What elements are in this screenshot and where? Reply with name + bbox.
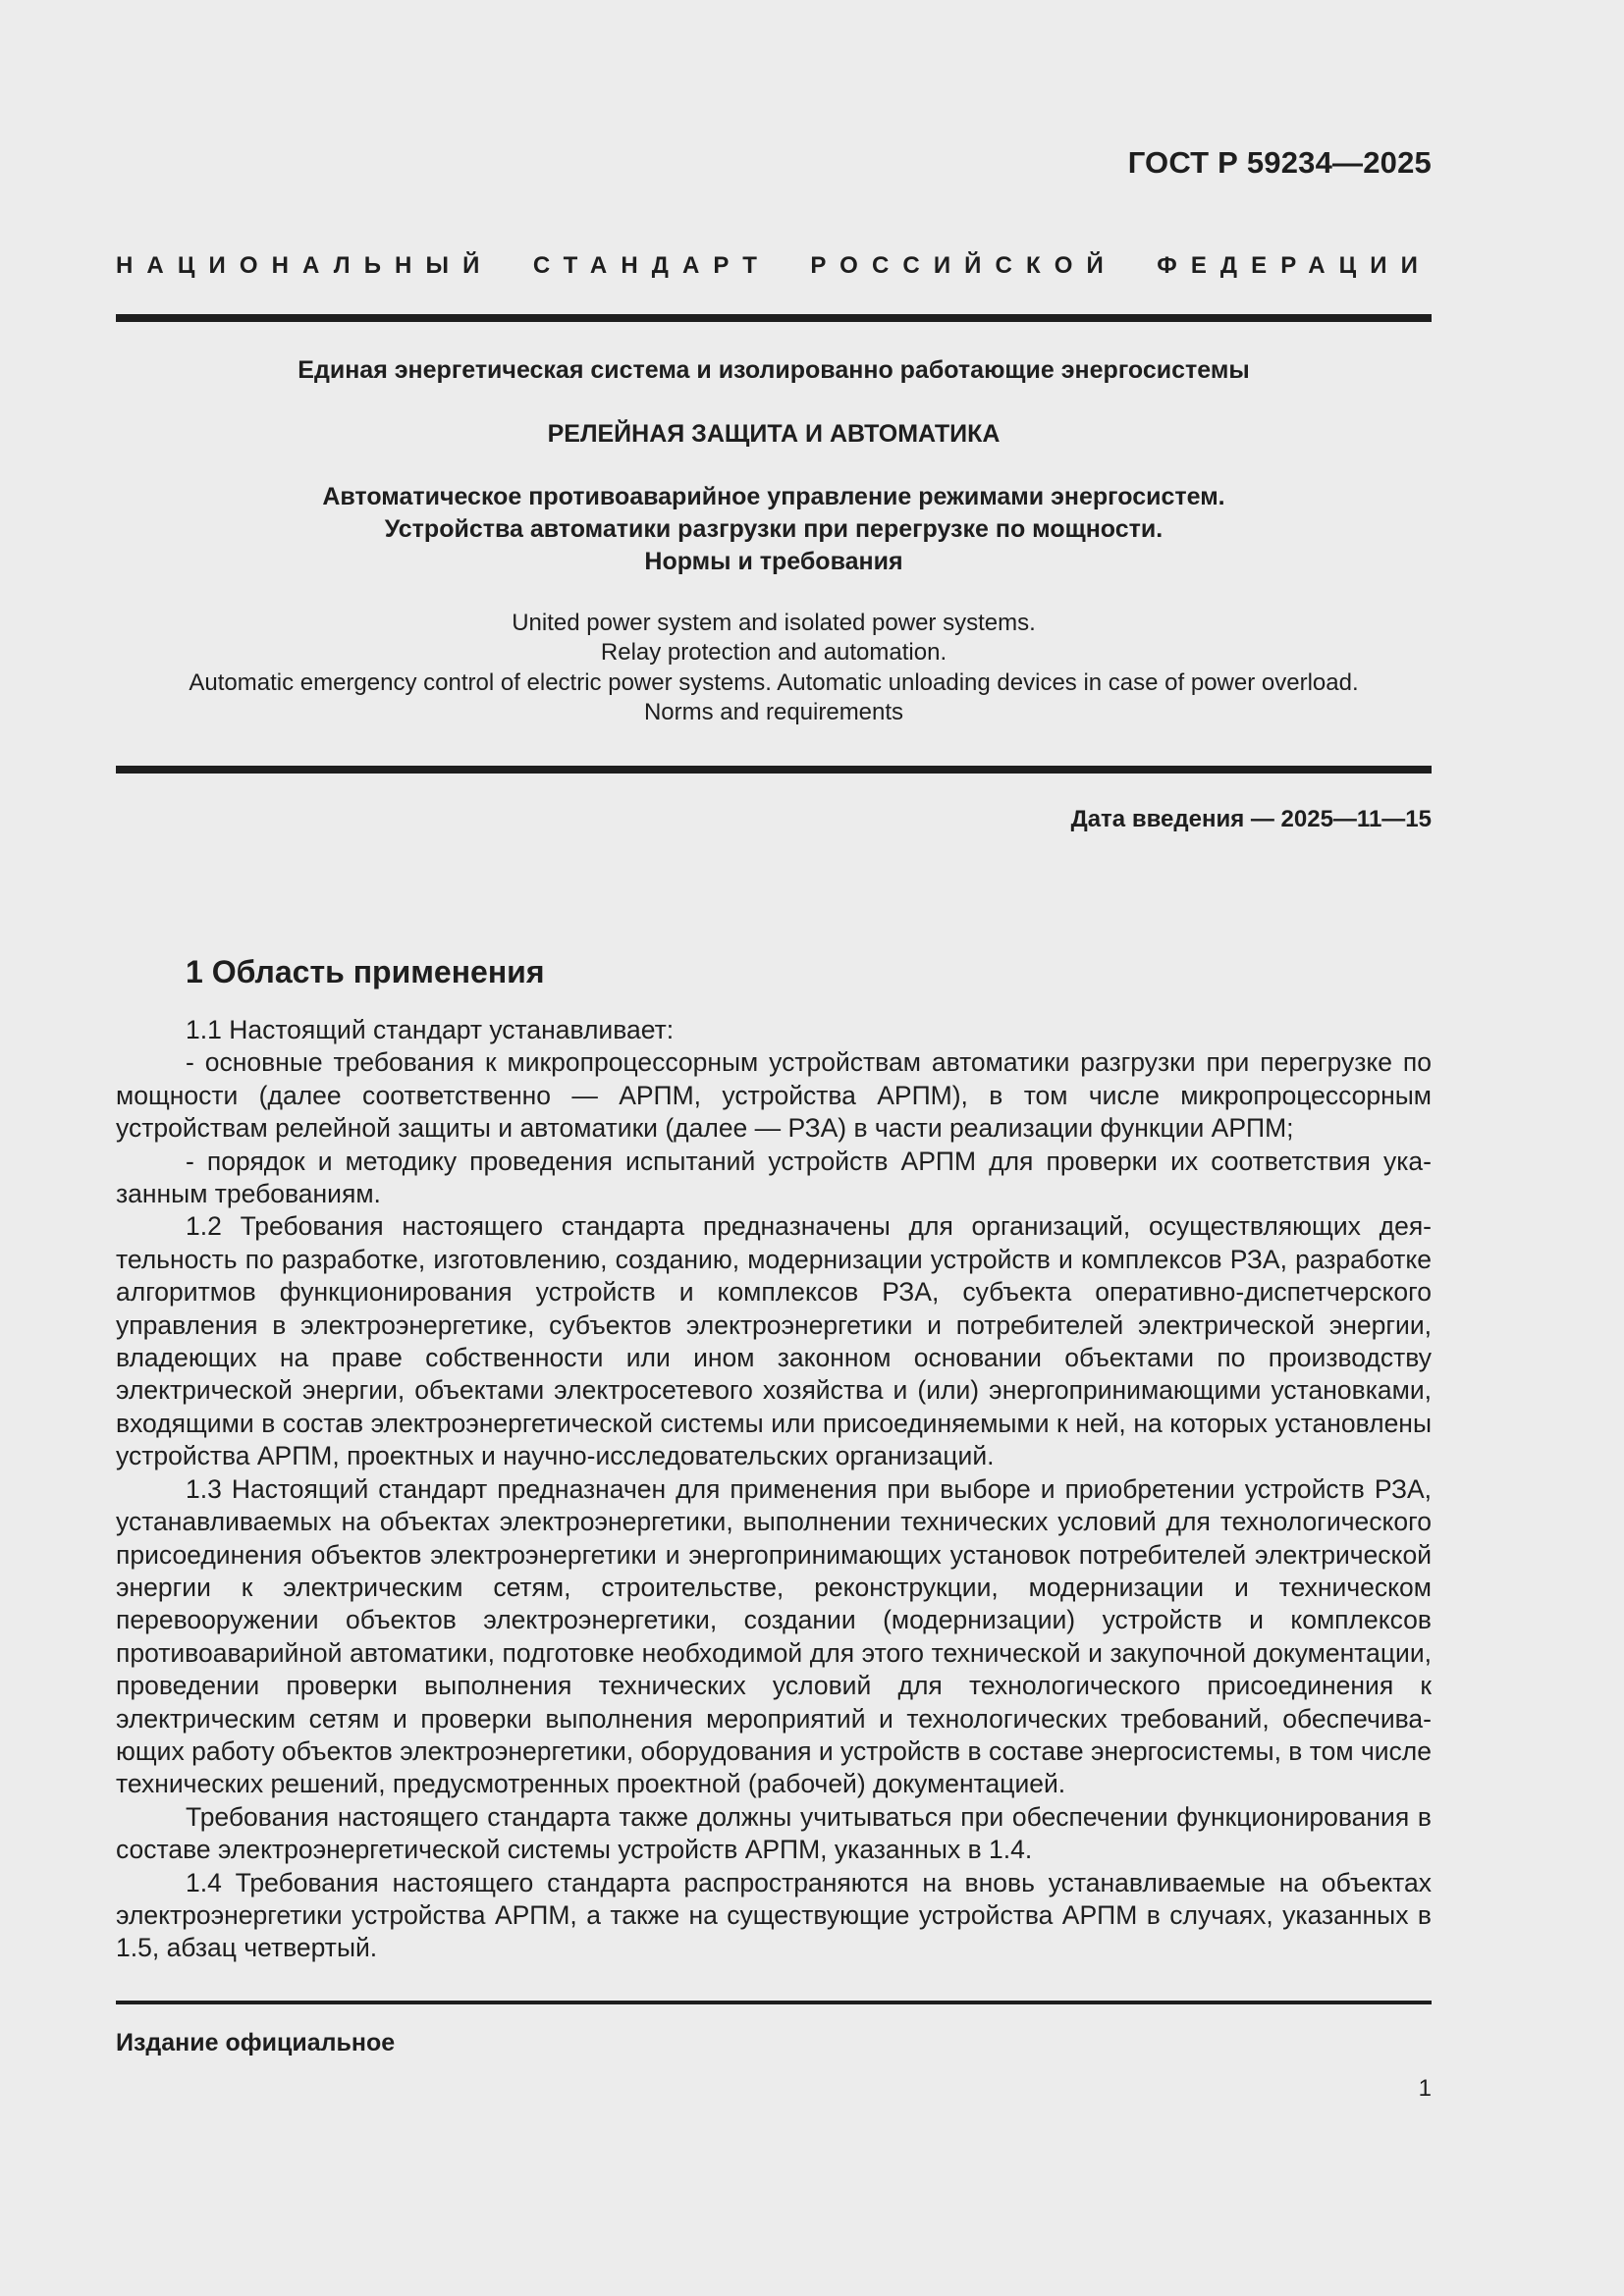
official-edition-label: Издание официальное xyxy=(116,2029,396,2056)
title-ru-line-2: РЕЛЕЙНАЯ ЗАЩИТА И АВТОМАТИКА xyxy=(547,420,1001,448)
top-divider xyxy=(116,314,1432,322)
document-number: ГОСТ Р 59234—2025 xyxy=(1127,145,1432,180)
paragraph: - основные требования к микропроцессорным устройствам автоматики разгрузки при перегрузке по мощности (далее соответственно — АРПМ, устройства АРПМ), в том числе микропроцессорным устройствам релейной защиты и автоматики (далее — РЗА) в части реализации функции АРПМ; xyxy=(116,1047,1432,1144)
national-standard-title: НАЦИОНАЛЬНЫЙ СТАНДАРТ РОССИЙСКОЙ ФЕДЕРАЦИИ xyxy=(116,252,1432,279)
paragraph: 1.1 Настоящий стандарт устанавливает: xyxy=(186,1015,675,1044)
paragraph: - порядок и методику проведения испытаний устройств АРПМ для проверки их соответствия указанным требованиям. xyxy=(116,1146,1432,1209)
paragraph: 1.3 Настоящий стандарт предназначен для применения при выборе и приобретении устройств РЗА, устанавливаемых на объектах электроэнергетики, выполнении технических условий для технологического присоединения объектов электроэнергетики и энергопринимающих установок потребителей электрической энергии к электрическим сетям, строительстве, реконструкции, модернизации и техническом перевооружении объектов электроэнергетики, создании (модернизации) устройств и комплексов противоаварийной автоматики, подготовке необходимой для этого технической и закупочной документации, проведении проверки выполнения технических условий для технологического присоединения к электрическим сетям и проверки выполнения мероприятий и технологических требований, обеспечивающих работу объектов электроэнергетики, оборудования и устройств в составе энергосистемы, в том числе технических решений, предусмотренных проектной (рабочей) документацией. xyxy=(116,1473,1432,1799)
section-body xyxy=(116,1014,1432,1965)
title-ru-line-5: Нормы и требования xyxy=(644,548,903,575)
document-page xyxy=(116,0,1432,2296)
footer-divider xyxy=(116,2001,1432,2004)
title-ru-line-4: Устройства автоматики разгрузки при перегрузке по мощности. xyxy=(384,515,1164,543)
paragraph: 1.2 Требования настоящего стандарта предназначены для организаций, осуществляющих деятельность по разработке, изготовлению, созданию, модернизации устройств и комплексов РЗА, разработке алгоритмов функционирования устройств и комплексов РЗА, субъекта оперативно-диспетчерского управления в электроэнергетике, субъектов электроэнергетики и потребителей электрической энергии, владеющих на праве собственности или ином законном основании объектами по производству электрической энергии, объектами электросетевого хозяйства и (или) энергопринимающими установками, входящими в состав электроэнергетической системы или присоединяемыми к ней, на которых установлены устройства АРПМ, проектных и научно-исследовательских организаций. xyxy=(116,1211,1432,1471)
introduction-date: Дата введения — 2025—11—15 xyxy=(1070,806,1432,832)
section-heading: 1 Область применения xyxy=(186,954,545,989)
title-ru-line-1: Единая энергетическая система и изолированно работающие энергосистемы xyxy=(298,356,1250,384)
paragraph: Требования настоящего стандарта также должны учитываться при обеспечении функционирования в составе электроэнергетической системы устройств АРПМ, указанных в 1.4. xyxy=(116,1801,1432,1865)
title-en-line-4: Norms and requirements xyxy=(643,699,904,725)
title-en-line-1: United power system and isolated power systems. xyxy=(512,610,1036,636)
title-ru-line-3: Автоматическое противоаварийное управление режимами энергосистем. xyxy=(322,483,1225,510)
page-number: 1 xyxy=(1418,2075,1432,2102)
title-en-line-3: Automatic emergency control of electric power systems. Automatic unloading devices in case of power overload. xyxy=(189,669,1359,696)
paragraph: 1.4 Требования настоящего стандарта распространяются на вновь устанавливаемые на объектах электроэнергетики устройства АРПМ, а также на существующие устройства АРПМ в случаях, указанных в 1.5, абзац четвертый. xyxy=(116,1867,1432,1963)
title-en-line-2: Relay protection and automation. xyxy=(600,639,947,666)
title-bottom-divider xyxy=(116,766,1432,774)
